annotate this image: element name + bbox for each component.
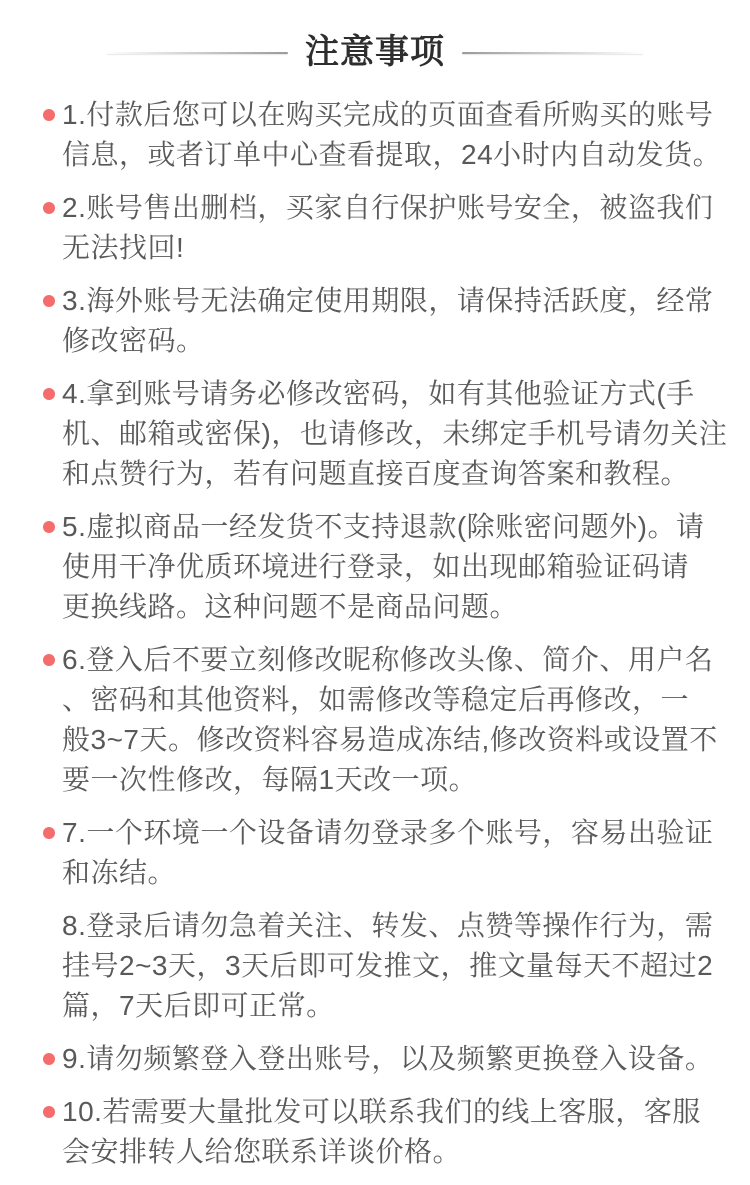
bullet-dot-icon <box>43 1106 55 1118</box>
notice-line: 5.虚拟商品一经发货不支持退款(除账密问题外)。请 <box>62 511 705 542</box>
notice-line: 4.拿到账号请务必修改密码，如有其他验证方式(手 <box>62 378 695 409</box>
notice-line: 、密码和其他资料，如需修改等稳定后再修改，一 <box>62 684 690 715</box>
notice-line: 和冻结。 <box>62 857 177 888</box>
bullet-dot-icon <box>43 827 55 839</box>
notice-line: 更换线路。这种问题不是商品问题。 <box>62 591 519 622</box>
notice-line: 信息，或者订单中心查看提取，24小时内自动发货。 <box>62 139 722 170</box>
bullet-dot-icon <box>43 1053 55 1065</box>
notice-item <box>62 1092 730 1172</box>
notice-line: 和点赞行为，若有问题直接百度查询答案和教程。 <box>62 458 690 489</box>
bullet-dot-icon <box>43 654 55 666</box>
notice-line: 3.海外账号无法确定使用期限，请保持活跃度，经常 <box>62 285 714 316</box>
notice-line: 使用干净优质环境进行登录，如出现邮箱验证码请 <box>62 551 690 582</box>
notice-item <box>62 507 730 627</box>
notice-line: 6.登入后不要立刻修改昵称修改头像、简介、用户名 <box>62 644 714 675</box>
notice-list <box>0 95 750 1172</box>
notice-line: 要一次性修改，每隔1天改一项。 <box>62 764 478 795</box>
notice-line: 般3~7天。修改资料容易造成冻结,修改资料或设置不 <box>62 724 718 755</box>
notice-line: 9.请勿频繁登入登出账号，以及频繁更换登入设备。 <box>62 1043 714 1074</box>
notice-line: 7.一个环境一个设备请勿登录多个账号，容易出验证 <box>62 817 714 848</box>
notice-line: 会安排转人给您联系详谈价格。 <box>62 1136 462 1167</box>
notice-line: 修改密码。 <box>62 325 205 356</box>
notice-item <box>62 906 730 1026</box>
notice-item <box>62 1039 730 1079</box>
notice-line: 8.登录后请勿急着关注、转发、点赞等操作行为，需 <box>62 910 714 941</box>
page-title: 注意事项 <box>305 33 445 71</box>
bullet-dot-icon <box>43 295 55 307</box>
notice-item <box>62 374 730 494</box>
notice-line: 2.账号售出删档，买家自行保护账号安全，被盗我们 <box>62 192 714 223</box>
notice-line: 1.付款后您可以在购买完成的页面查看所购买的账号 <box>62 99 714 130</box>
bullet-dot-icon <box>43 109 55 121</box>
notice-line: 机、邮箱或密保)，也请修改，未绑定手机号请勿关注 <box>62 418 728 449</box>
notice-line: 10.若需要大量批发可以联系我们的线上客服，客服 <box>62 1096 701 1127</box>
notice-item <box>62 188 730 268</box>
notice-header <box>0 0 750 75</box>
bullet-dot-icon <box>43 521 55 533</box>
notice-line: 无法找回! <box>62 232 185 263</box>
notice-item <box>62 813 730 893</box>
title-divider-left <box>107 52 288 54</box>
bullet-dot-icon <box>43 202 55 214</box>
notice-item <box>62 281 730 361</box>
notice-line: 篇，7天后即可正常。 <box>62 990 335 1021</box>
title-divider-right <box>462 52 643 54</box>
bullet-dot-icon <box>43 388 55 400</box>
notice-item <box>62 640 730 800</box>
notice-line: 挂号2~3天，3天后即可发推文，推文量每天不超过2 <box>62 950 714 981</box>
notice-item <box>62 95 730 175</box>
